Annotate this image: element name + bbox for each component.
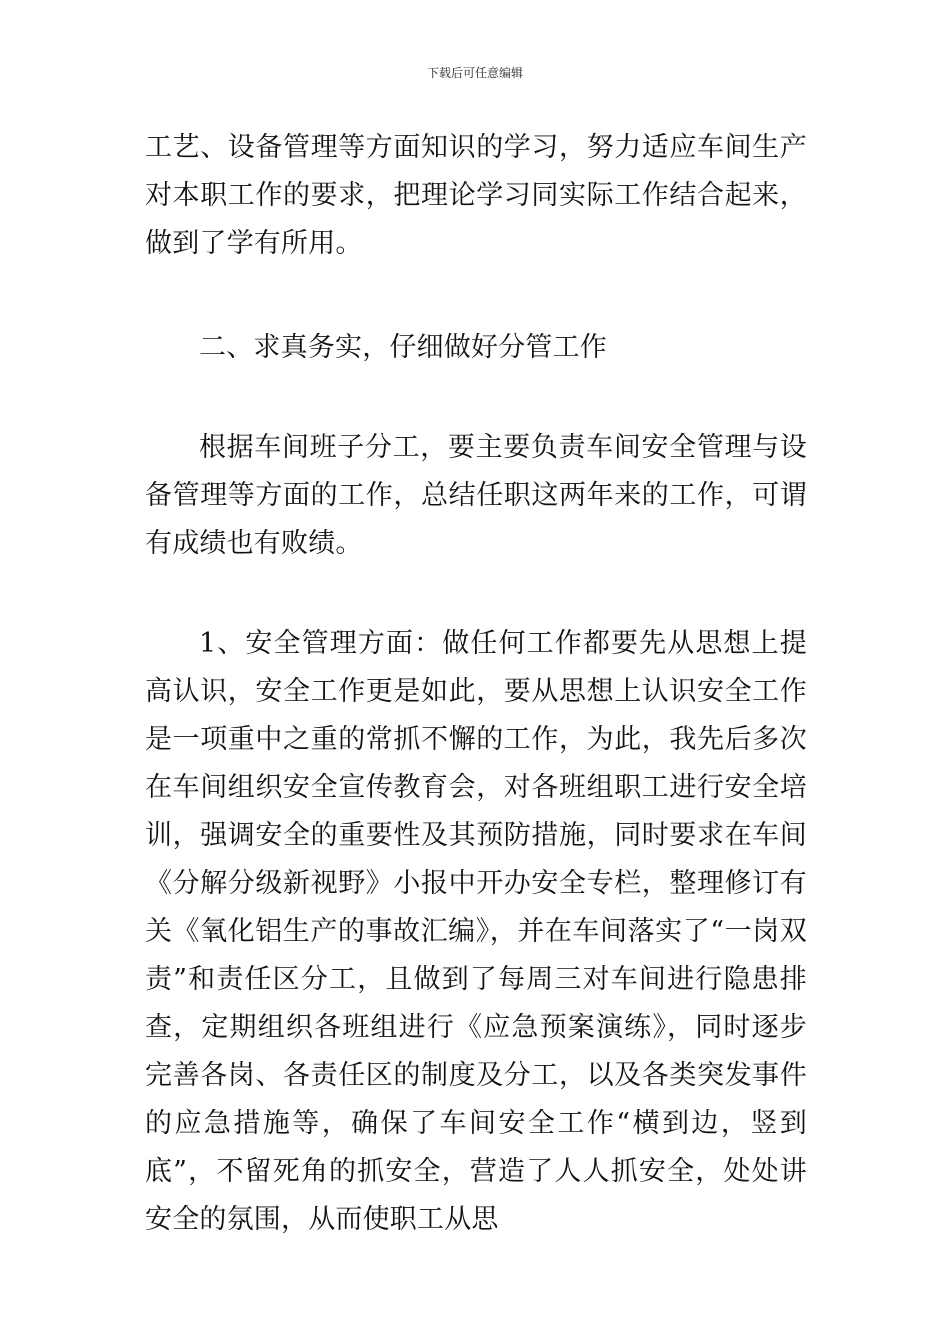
paragraph-safety-management: 1、安全管理方面：做任何工作都要先从思想上提高认识，安全工作更是如此，要从思想上认识安全工作是一项重中之重的常抓不懈的工作，为此，我先后多次在车间组织安全宣传教育会，对各班组职工进行安全培训，强调安全的重要性及其预防措施，同时要求在车间《分解分级新视野》小报中开办安全专栏，整理修订有关《氧化铝生产的事故汇编》，并在车间落实了“一岗双责”和责任区分工，且做到了每周三对车间进行隐患排查，定期组织各班组进行《应急预案演练》，同时逐步完善各岗、各责任区的制度及分工，以及各类突发事件的应急措施等，确保了车间安全工作“横到边，竖到底”，不留死角的抓安全，营造了人人抓安全，处处讲安全的氛围，从而使职工从思 [145,628,807,1235]
paragraph-division-of-work: 根据车间班子分工，要主要负责车间安全管理与设备管理等方面的工作，总结任职这两年来的工作，可谓有成绩也有败绩。 [145,432,807,559]
body-text-block-2 [145,324,807,372]
body-text-block-1 [145,124,807,268]
body-text-block-3 [145,424,807,568]
paragraph-continuation: 工艺、设备管理等方面知识的学习，努力适应车间生产对本职工作的要求，把理论学习同实际工作结合起来，做到了学有所用。 [145,132,807,259]
section-heading: 二、求真务实，仔细做好分管工作 [199,332,607,363]
page-header: 下载后可任意编辑 [426,66,523,80]
body-text-block-4 [145,620,807,1244]
